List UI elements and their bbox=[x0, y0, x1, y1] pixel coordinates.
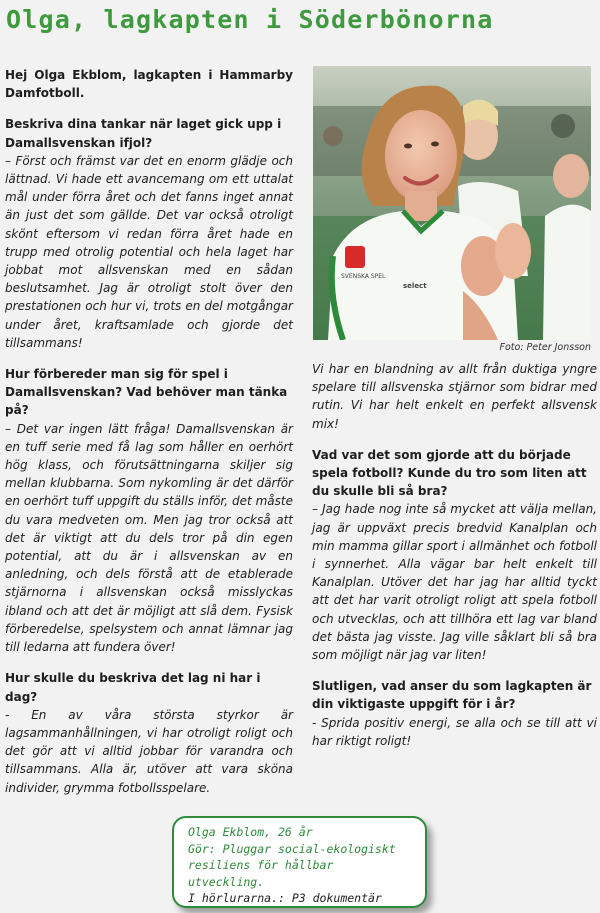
answer-3: - En av våra största styrkor är lagsammanhållningen, vi har otroligt roligt och det gör att vi alltid jobbar för varandra och tillsammans. Alla är, utöver att vara sköna individer, grymma fotbollsspelare. bbox=[5, 707, 293, 795]
question-1: Beskriva dina tankar när laget gick upp i Damallsvenskan ifjol? bbox=[5, 117, 282, 150]
article-title: Olga, lagkapten i Söderbönorna bbox=[6, 5, 494, 34]
answer-1: – Först och främst var det en enorm glädje och lättnad. Vi hade ett avancemang om ett uttalat mål under förra året och det fanns inget annat än just det som gällde. Det var också otroligt skönt eftersom vi redan förra året hade en trupp med otrolig potential och hela laget har jobbat mot allsvenskan med en sådan beslutsamhet. Jag är otroligt stolt över den prestationen och hur vi, trots en del motgångar under året, kraftsamlade och gjorde det tillsammans! bbox=[5, 153, 293, 350]
left-column bbox=[5, 66, 293, 810]
player-info-box bbox=[172, 816, 427, 908]
info-listening: I hörlurarna.: P3 dokumentär bbox=[188, 891, 382, 905]
info-name: Olga Ekblom, 26 år bbox=[188, 825, 313, 839]
answer-2: – Det var ingen lätt fråga! Damallsvenskan är en tuff serie med få lag som håller en oerhört hög klass, och förutsättningarna skiljer sig mellan klubbarna. Som nykomling är det därför en oerhört tuff uppgift du ställs inför, det måste du vara medveten om. Men jag tror också att det är viktigt att du dels tror på din egen potential, att du är i allsvenskan av en anledning, och dels förstå att de etablerade stjärnorna i allsvenskan också misslyckas ibland och att det är möjligt att slå dem. Fysisk förberedelse, spelsystem och annat lämnar jag till ledarna att fundera över! bbox=[5, 421, 293, 655]
photo-credit: Foto: Peter Jonsson bbox=[499, 342, 591, 353]
question-3: Hur skulle du beskriva det lag ni har i dag? bbox=[5, 671, 261, 704]
question-2: Hur förbereder man sig för spel i Damallsvenskan? Vad behöver man tänka på? bbox=[5, 367, 288, 418]
player-photo bbox=[313, 66, 591, 340]
answer-3-continuation: Vi har en blandning av allt från duktiga yngre spelare till allsvenska stjärnor som bidrar med rutin. Vi har helt enkelt en perfekt allsvensk mix! bbox=[312, 362, 597, 431]
kit-brand-logo: select bbox=[403, 282, 427, 290]
answer-4: – Jag hade nog inte så mycket att välja mellan, jag är uppväxt precis bredvid Kanalplan och min mamma gillar sport i allmänhet och fotboll i synnerhet. Alla vägar bar helt enkelt till Kanalplan. Utöver det har jag har alltid tyckt att det har varit otroligt roligt att spela fotboll och utvecklas, och att tillhöra ett lag var bland det bästa jag visste. Jag ville såklart bli så bra som möjligt när jag var liten! bbox=[312, 502, 597, 663]
sponsor-logo: SVENSKA SPEL bbox=[341, 273, 386, 280]
question-4: Vad var det som gjorde att du började spela fotboll? Kunde du tro som liten att du skulle bli så bra? bbox=[312, 447, 587, 499]
right-column bbox=[312, 360, 597, 763]
info-occupation: Gör: Pluggar social-ekologiskt resiliens för hållbar utveckling. bbox=[188, 841, 396, 889]
answer-5: - Sprida positiv energi, se alla och se till att vi har riktigt roligt! bbox=[312, 715, 597, 748]
intro-text: Hej Olga Ekblom, lagkapten i Hammarby Damfotboll. bbox=[5, 68, 293, 101]
question-5: Slutligen, vad anser du som lagkapten är din viktigaste uppgift för i år? bbox=[312, 679, 592, 712]
